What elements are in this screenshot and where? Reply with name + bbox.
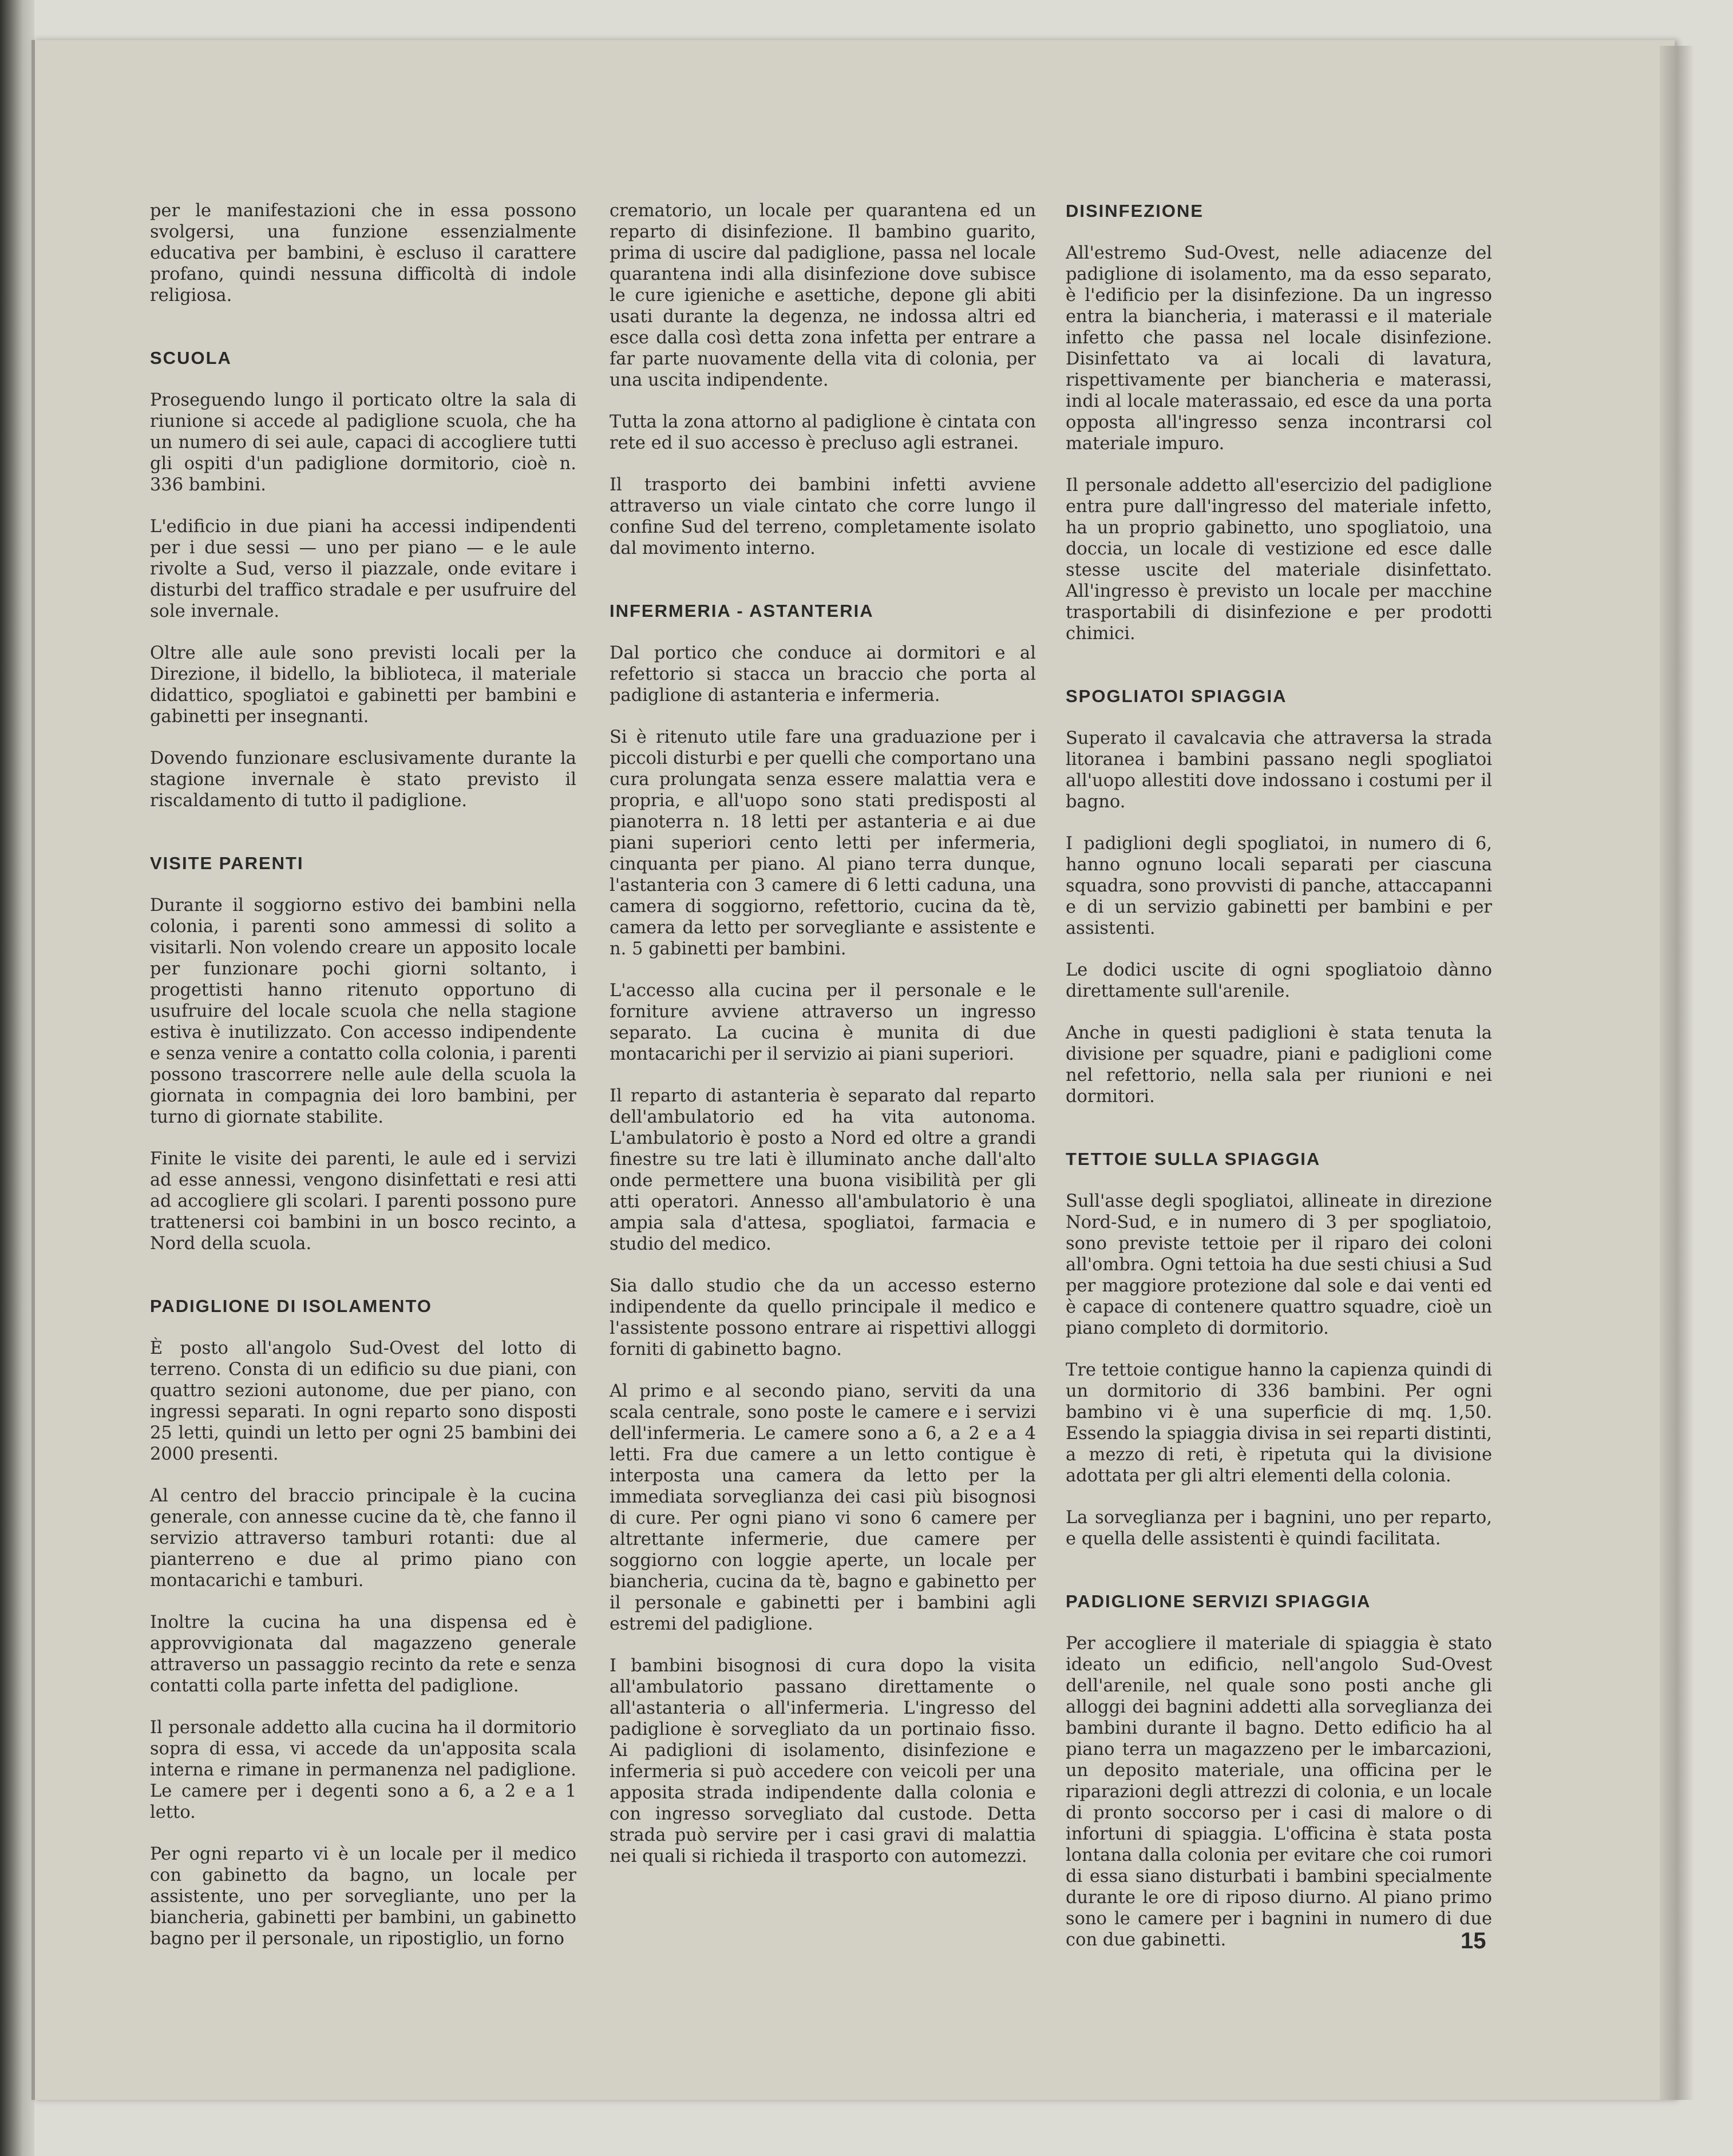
paragraph: Il reparto di astanteria è separato dal reparto dell'ambulatorio ed ha vita autonoma. L'ambulatorio è posto a Nord ed oltre a grandi finestre su tre lati è illuminato anche dall'alto onde permettere una buona visibilità per gli atti operatori. Annesso all'ambulatorio è una ampia sala d'attesa, spogliatoi, farmacia e studio del medico. [610, 1086, 1036, 1254]
page-right-edge [1660, 46, 1694, 2100]
paragraph: È posto all'angolo Sud-Ovest del lotto di terreno. Consta di un edificio su due piani, con quattro sezioni autonome, due per piano, con ingressi separati. In ogni reparto sono disposti 25 letti, quindi un letto per ogni 25 bambini dei 2000 presenti. [150, 1338, 576, 1464]
paragraph: L'edificio in due piani ha accessi indipendenti per i due sessi — uno per piano — e le aule rivolte a Sud, verso il piazzale, onde evitare i disturbi del traffico stradale e per usufruire del sole invernale. [150, 517, 576, 621]
paragraph: Finite le visite dei parenti, le aule ed i servizi ad esse annessi, vengono disinfettati e resi atti ad accogliere gli scolari. I parenti possono pure trattenersi coi bambini in un bosco recinto, a Nord della scuola. [150, 1149, 576, 1254]
paragraph: Al primo e al secondo piano, serviti da una scala centrale, sono poste le camere e i servizi dell'infermeria. Le camere sono a 6, a 2 e a 4 letti. Fra due camere a un letto contigue è interposta una camera da letto per la immediata sorveglianza dei casi più bisognosi di cure. Per ogni piano vi sono 6 camere per altrettante infermerie, due camere per soggiorno con loggie aperte, un locale per biancheria, cucina da tè, bagno e gabinetto per il personale e gabinetti per i bambini agli estremi del padiglione. [610, 1381, 1036, 1634]
paragraph: crematorio, un locale per quarantena ed un reparto di disinfezione. Il bambino guarito, prima di uscire dal padiglione, passa nel locale quarantena indi alla disinfezione dove subisce le cure igieniche e asettiche, depone gli abiti usati durante la degenza, ne indossa altri ed esce dalla così detta zona infetta per entrare a far parte nuovamente della vita di colonia, per una uscita indipendente. [610, 201, 1036, 390]
text-column-3 [1066, 200, 1492, 1971]
paragraph: Inoltre la cucina ha una dispensa ed è approvvigionata dal magazzeno generale attraverso un passaggio recinto da rete e senza contatti colla parte infetta del padiglione. [150, 1612, 576, 1696]
paragraph: Anche in questi padiglioni è stata tenuta la divisione per squadre, piani e padiglioni come nel refettorio, nella sala per riunioni e nei dormitori. [1066, 1023, 1492, 1107]
paragraph: Tutta la zona attorno al padiglione è cintata con rete ed il suo accesso è precluso agli estranei. [610, 412, 1036, 453]
text-column-2 [610, 200, 1036, 1888]
paragraph: Oltre alle aule sono previsti locali per la Direzione, il bidello, la biblioteca, il materiale didattico, spogliatoi e gabinetti per bambini e gabinetti per insegnanti. [150, 643, 576, 727]
paragraph: Il personale addetto alla cucina ha il dormitorio sopra di essa, vi accede da un'apposita scala interna e rimane in permanenza nel padiglione. Le camere per i degenti sono a 6, a 2 e a 1 letto. [150, 1718, 576, 1822]
paragraph: All'estremo Sud-Ovest, nelle adiacenze del padiglione di isolamento, ma da esso separato, è l'edificio per la disinfezione. Da un ingresso entra la biancheria, i materassi e il materiale infetto che passa nel locale disinfezione. Disinfettato va ai locali di lavatura, rispettivamente per biancheria e materassi, indi al locale materassaio, ed esce da una porta opposta all'ingresso senza incontrarsi col materiale impuro. [1066, 243, 1492, 454]
page-number: 15 [1461, 1928, 1486, 1953]
paragraph: Per accogliere il materiale di spiaggia è stato ideato un edificio, nell'angolo Sud-Ovest dell'arenile, nel quale sono posti anche gli alloggi dei bagnini addetti alla sorveglianza dei bambini durante il bagno. Detto edificio ha al piano terra un magazzeno per le imbarcazioni, un deposito materiale, una officina per le riparazioni degli attrezzi di colonia, e un locale di pronto soccorso per i casi di malore o di infortuni di spiaggia. L'officina è stata posta lontana dalla colonia per evitare che coi rumori di essa siano disturbati i bambini specialmente durante le ore di riposo diurno. Al piano primo sono le camere per i bagnini in numero di due con due gabinetti. [1066, 1634, 1492, 1950]
paragraph: I padiglioni degli spogliatoi, in numero di 6, hanno ognuno locali separati per ciascuna squadra, sono provvisti di panche, attaccapanni e di un servizio gabinetti per bambini e per assistenti. [1066, 834, 1492, 938]
paragraph: Proseguendo lungo il porticato oltre la sala di riunione si accede al padiglione scuola, che ha un numero di sei aule, capaci di accogliere tutti gli ospiti d'un padiglione dormitorio, cioè n. 336 bambini. [150, 390, 576, 495]
paragraph: Il trasporto dei bambini infetti avviene attraverso un viale cintato che corre lungo il confine Sud del terreno, completamente isolato dal movimento interno. [610, 475, 1036, 558]
paragraph: Le dodici uscite di ogni spogliatoio dànno direttamente sull'arenile. [1066, 960, 1492, 1001]
section-heading-spogliatoi-spiaggia: SPOGLIATOI SPIAGGIA [1066, 686, 1287, 706]
text-column-1 [150, 200, 576, 1970]
paragraph: per le manifestazioni che in essa possono svolgersi, una funzione essenzialmente educativa per bambini, è escluso il carattere profano, quindi nessuna difficoltà di indole religiosa. [150, 201, 576, 306]
scan-left-edge [0, 0, 34, 2156]
section-heading-visite-parenti: VISITE PARENTI [150, 853, 304, 873]
section-heading-padiglione-isolamento: PADIGLIONE DI ISOLAMENTO [150, 1296, 432, 1316]
paragraph: Si è ritenuto utile fare una graduazione per i piccoli disturbi e per quelli che comportano una cura prolungata senza essere malattia vera e propria, e all'uopo sono stati predisposti al pianoterra n. 18 letti per astanteria e ai due piani superiori cento letti per infermeria, cinquanta per piano. Al piano terra dunque, l'astanteria con 3 camere di 6 letti caduna, una camera di soggiorno, refettorio, cucina da tè, camera da letto per sorvegliante e assistente e n. 5 gabinetti per bambini. [610, 727, 1036, 959]
paragraph: Sia dallo studio che da un accesso esterno indipendente da quello principale il medico e l'assistente possono entrare ai rispettivi alloggi forniti di gabinetto bagno. [610, 1276, 1036, 1360]
section-heading-scuola: SCUOLA [150, 348, 232, 368]
paragraph: I bambini bisognosi di cura dopo la visita all'ambulatorio passano direttamente o all'astanteria o all'infermeria. L'ingresso del padiglione è sorvegliato da un portinaio fisso. Ai padiglioni di isolamento, disinfezione e infermeria si può accedere con veicoli per una apposita strada indipendente dalla colonia e con ingresso sorvegliato dal custode. Detta strada può servire per i casi gravi di malattia nei quali si richieda il trasporto con automezzi. [610, 1656, 1036, 1866]
paragraph: La sorveglianza per i bagnini, uno per reparto, e quella delle assistenti è quindi facilitata. [1066, 1508, 1492, 1549]
paragraph: Il personale addetto all'esercizio del padiglione entra pure dall'ingresso del materiale infetto, ha un proprio gabinetto, uno spogliatoio, una doccia, un locale di vestizione ed esce dalle stesse uscite del materiale disinfettato. All'ingresso è previsto un locale per macchine trasportabili di disinfezione e per prodotti chimici. [1066, 475, 1492, 644]
paragraph: Tre tettoie contigue hanno la capienza quindi di un dormitorio di 336 bambini. Per ogni bambino vi è una superficie di mq. 1,50. Essendo la spiaggia divisa in sei reparti distinti, a mezzo di reti, è ripetuta qui la divisione adottata per gli altri elementi della colonia. [1066, 1360, 1492, 1486]
paragraph: Dovendo funzionare esclusivamente durante la stagione invernale è stato previsto il riscaldamento di tutto il padiglione. [150, 748, 576, 811]
paragraph: Al centro del braccio principale è la cucina generale, con annesse cucine da tè, che fanno il servizio attraverso tamburi rotanti: due al pianterreno e due al primo piano con montacarichi e tamburi. [150, 1486, 576, 1591]
section-heading-disinfezione: DISINFEZIONE [1066, 201, 1204, 221]
section-heading-padiglione-servizi-spiaggia: PADIGLIONE SERVIZI SPIAGGIA [1066, 1591, 1371, 1611]
paragraph: Per ogni reparto vi è un locale per il medico con gabinetto da bagno, un locale per assistente, uno per sorvegliante, uno per la biancheria, gabinetti per bambini, un gabinetto bagno per il personale, un ripostiglio, un forno [150, 1844, 576, 1949]
section-heading-infermeria-astanteria: INFERMERIA - ASTANTERIA [610, 601, 874, 621]
paragraph: Dal portico che conduce ai dormitori e al refettorio si stacca un braccio che porta al padiglione di astanteria e infermeria. [610, 643, 1036, 706]
paragraph: Superato il cavalcavia che attraversa la strada litoranea i bambini passano negli spogliatoi all'uopo allestiti dove indossano i costumi per il bagno. [1066, 728, 1492, 812]
paragraph: Sull'asse degli spogliatoi, allineate in direzione Nord-Sud, e in numero di 3 per spogliatoio, sono previste tettoie per il riparo dei coloni all'ombra. Ogni tettoia ha due sesti chiusi a Sud per maggiore protezione dal sole e dai venti ed è capace di contenere quattro squadre, cioè un piano completo di dormitorio. [1066, 1191, 1492, 1338]
paragraph: L'accesso alla cucina per il personale e le forniture avviene attraverso un ingresso separato. La cucina è munita di due montacarichi per il servizio ai piani superiori. [610, 981, 1036, 1064]
section-heading-tettoie-spiaggia: TETTOIE SULLA SPIAGGIA [1066, 1149, 1321, 1169]
paragraph: Durante il soggiorno estivo dei bambini nella colonia, i parenti sono ammessi di solito a visitarli. Non volendo creare un apposito locale per funzionare pochi giorni soltanto, i progettisti hanno ritenuto opportuno di usufruire del locale scuola che nella stagione estiva è inutilizzato. Con accesso indipendente e senza venire a contatto colla colonia, i parenti possono trascorrere nelle aule della scuola la giornata in compagnia dei loro bambini, per turno di giornate stabilite. [150, 895, 576, 1127]
